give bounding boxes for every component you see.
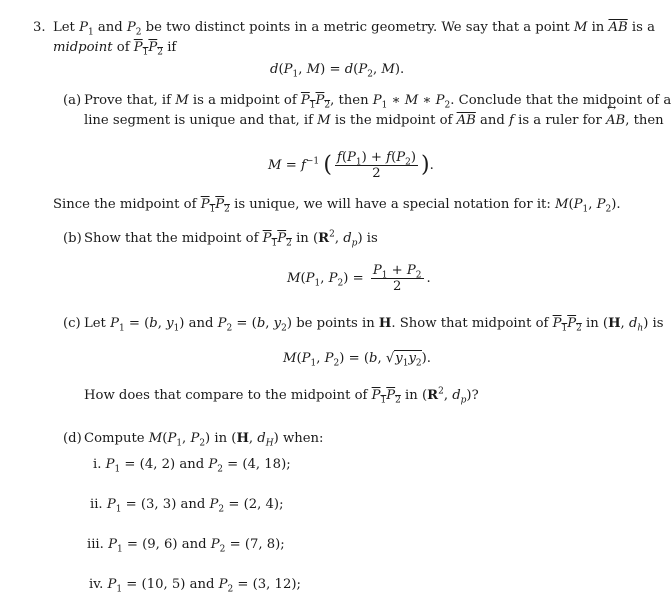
part-a-label: (a) [63, 93, 82, 108]
part-b-label: (b) [63, 231, 82, 246]
part-b-equation: $M(P_1$, $P_2$) = $\frac{P_1 + P_2}{2}$ . [287, 263, 431, 294]
part-c-question: How does that compare to the midpoint of $P_1P_2$ in ($R^2$, $d_p$)? [84, 386, 479, 406]
part-d-item-2: ii. $P_1 = (3$, 3) and $P_2 = (2$, 4); [90, 497, 284, 515]
problem-number: 3. [33, 20, 46, 35]
part-b-text: Show that the midpoint of $P_1P_2$ in ($R^2$, $d_p$) is [84, 229, 378, 249]
part-a-line-1: Prove that, if M is a midpoint of $P_1P_2$, then $P_1$ ∗ M ∗ $P_2$. Conclude that the midpoint of a [84, 93, 671, 111]
notation-note: Since the midpoint of $P_1P_2$ is unique, we will have a special notation for it: $M(P_1$, $P_2$). [53, 197, 621, 215]
part-d-item-1: i. $P_1 = (4$, 2) and $P_2 = (4$, 18); [93, 457, 291, 475]
part-a-line-2: line segment is unique and that, if M is the midpoint of $\overline{AB}$ and f is a ruler for ↔ AB, then [84, 113, 664, 129]
part-c-label: (c) [63, 316, 81, 331]
part-a-equation: $M = f^{-1}$ ( $\frac{f(P_1) + f(P_2)}{2}$ ). [268, 150, 434, 181]
part-d-text: Compute $M(P_1$, $P_2$) in (H, $d_H$) when: [84, 431, 324, 449]
term-midpoint: midpoint [53, 40, 113, 55]
part-d-label: (d) [63, 431, 82, 446]
equation-definition: $d(P_1$, $M) = d(P_2$, M). [270, 62, 405, 80]
part-d-item-3: iii. $P_1 = (9$, 6) and $P_2 = (7$, 8); [87, 537, 285, 555]
part-d-item-4: iv. $P_1 = (10$, 5) and $P_2 = (3$, 12); [89, 577, 301, 595]
problem-intro-line-2: midpoint of $P_1P_2$ if [53, 40, 177, 58]
part-c-equation: $M(P_1$, $P_2) = (b$, $√y_1y_2$). [283, 351, 431, 369]
part-c-text: Let $P_1 = (b$, $y_1$) and $P_2 = (b$, $y_2$) be points in H. Show that midpoint of $P_1P_2$ in (H, $d_h$) is [84, 316, 664, 334]
problem-intro-line-1: Let $P_1$ and $P_2$ be two distinct points in a metric geometry. We say that a point M in $\overline{AB}$ is a [53, 20, 655, 38]
